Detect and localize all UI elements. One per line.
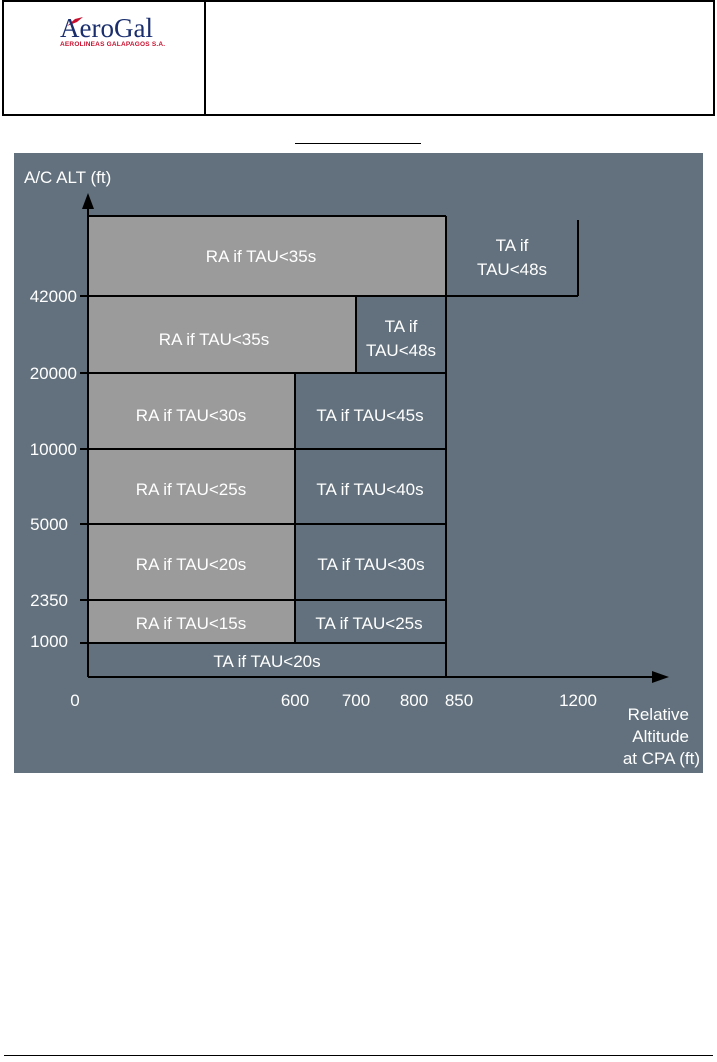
- header-content-cell: [206, 2, 713, 114]
- y-tick-label: 2350: [30, 591, 68, 610]
- x-tick-label: 600: [280, 691, 310, 710]
- y-tick-label: 42000: [29, 287, 77, 306]
- region-label-row6-ta: TA if TAU<25s: [315, 614, 423, 633]
- x-tick-label: 700: [341, 691, 371, 710]
- y-tick-label: 1000: [30, 632, 68, 651]
- region-label-row1-ta: TAU<48s: [476, 260, 548, 279]
- y-tick-label: 5000: [30, 515, 68, 534]
- region-label-row5-ta: TA if TAU<30s: [317, 555, 425, 574]
- x-tick-label: 1200: [559, 691, 597, 710]
- logo-subtitle: AEROLINEAS GALAPAGOS S.A.: [60, 41, 166, 48]
- tcas-threshold-diagram: [14, 153, 703, 773]
- logo-cell: [4, 2, 206, 114]
- region-label-row1-ra: RA if TAU<35s: [205, 247, 317, 266]
- region-label-row7-ta: TA if TAU<20s: [213, 652, 321, 671]
- x-tick-label: 800: [399, 691, 429, 710]
- x-axis-title-line1: Relative: [627, 705, 689, 724]
- title-underline: [295, 143, 421, 144]
- y-tick-label: 20000: [29, 364, 77, 383]
- footer-rule: [4, 1055, 713, 1056]
- document-header: [2, 0, 715, 116]
- region-label-row1-ta: TA if: [495, 236, 529, 255]
- region-label-row4-ta: TA if TAU<40s: [316, 480, 424, 499]
- x-axis-title-line2: Altitude: [632, 727, 689, 746]
- logo-wordmark: AeroGal: [60, 13, 153, 43]
- region-label-row3-ra: RA if TAU<30s: [135, 406, 247, 425]
- y-axis-title: A/C ALT (ft): [24, 168, 112, 187]
- region-label-row2-ra: RA if TAU<35s: [158, 330, 270, 349]
- region-label-row3-ta: TA if TAU<45s: [316, 406, 424, 425]
- x-tick-label: 850: [444, 691, 474, 710]
- region-label-row2-ta: TAU<48s: [365, 341, 437, 360]
- region-label-row4-ra: RA if TAU<25s: [135, 480, 247, 499]
- region-label-row6-ra: RA if TAU<15s: [135, 614, 247, 633]
- y-tick-label: 10000: [29, 440, 77, 459]
- x-axis-title-line3: at CPA (ft): [622, 749, 700, 768]
- region-label-row5-ra: RA if TAU<20s: [135, 555, 247, 574]
- region-label-row2-ta: TA if: [384, 317, 418, 336]
- x-tick-label: 0: [70, 691, 80, 710]
